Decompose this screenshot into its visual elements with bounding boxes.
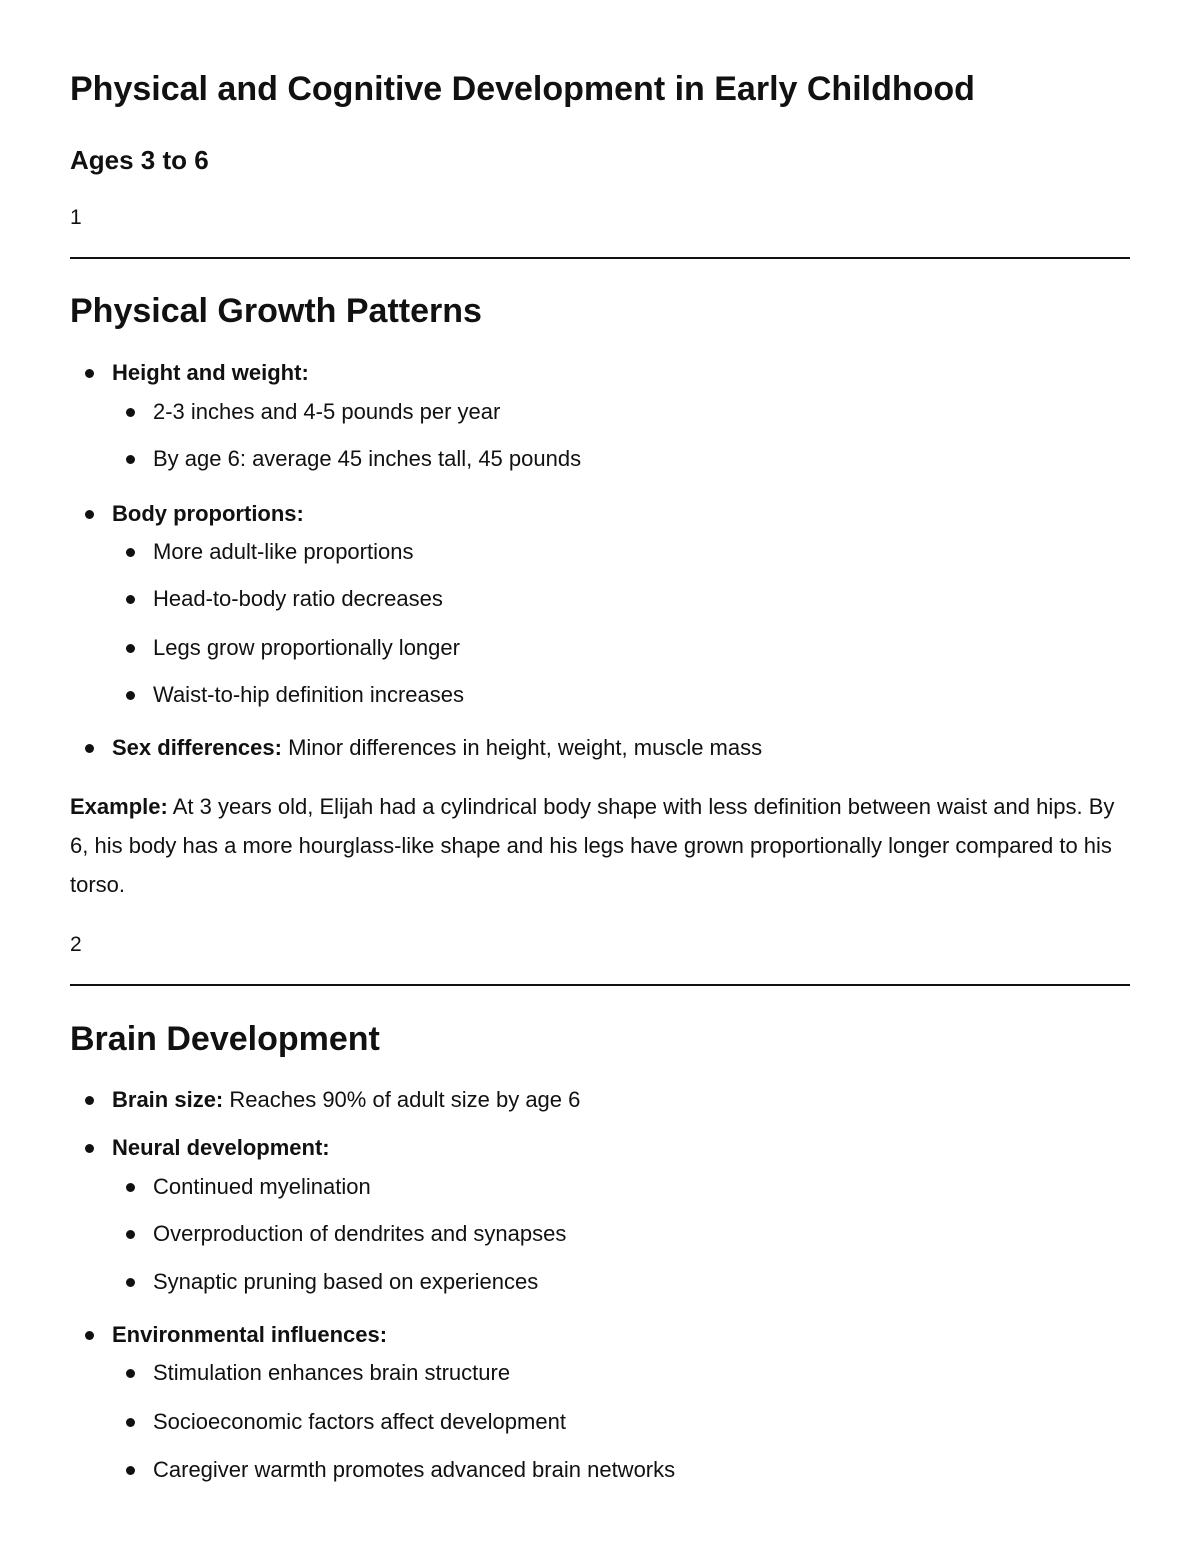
section-divider: [70, 257, 1130, 259]
bullet-icon: [126, 1230, 135, 1239]
bullet-icon: [126, 455, 135, 464]
bullet-icon: [126, 691, 135, 700]
list-item-text: Head-to-body ratio decreases: [153, 586, 443, 611]
list-item: [112, 1135, 330, 1161]
bullet-icon: [126, 1278, 135, 1287]
list-item: [153, 682, 464, 708]
list-item: [112, 1322, 387, 1348]
example-paragraph: [70, 787, 1130, 904]
bullet-icon: [126, 1418, 135, 1427]
list-item-label: Body proportions:: [112, 501, 304, 526]
document-subtitle: Ages 3 to 6: [70, 145, 209, 175]
document-title: Physical and Cognitive Development in Early Childhood: [70, 70, 975, 108]
list-item: [153, 1174, 371, 1200]
bullet-icon: [126, 548, 135, 557]
bullet-icon: [126, 644, 135, 653]
list-item-text: Minor differences in height, weight, muscle mass: [281, 735, 763, 760]
example-text: At 3 years old, Elijah had a cylindrical body shape with less definition between waist and hips. By 6, his body has a more hourglass-like shape and his legs have grown proportionally longer compared to his torso.: [70, 794, 1115, 897]
bullet-icon: [85, 1144, 94, 1153]
list-item-text: More adult-like proportions: [153, 539, 414, 564]
list-item: [153, 1221, 566, 1247]
list-item: [112, 735, 762, 761]
list-item: [153, 1409, 566, 1435]
list-item: [153, 1457, 675, 1483]
section-divider: [70, 984, 1130, 986]
section-heading-brain-development: Brain Development: [70, 1020, 380, 1058]
list-item-label: Environmental influences:: [112, 1322, 388, 1347]
list-item: [153, 399, 500, 425]
list-item-text: Reaches 90% of adult size by age 6: [223, 1087, 581, 1112]
list-item-label: Sex differences:: [112, 735, 282, 760]
example-label: Example:: [70, 794, 168, 819]
bullet-icon: [126, 1466, 135, 1475]
list-item-label: Height and weight:: [112, 360, 309, 385]
bullet-icon: [126, 595, 135, 604]
list-item-text: Legs grow proportionally longer: [153, 635, 460, 660]
list-item-text: Overproduction of dendrites and synapses: [153, 1221, 567, 1246]
bullet-icon: [85, 510, 94, 519]
slide-number: 2: [70, 933, 82, 956]
bullet-icon: [126, 1183, 135, 1192]
list-item-text: Continued myelination: [153, 1174, 371, 1199]
bullet-icon: [126, 1369, 135, 1378]
list-item: [153, 1269, 538, 1295]
list-item: [112, 1087, 580, 1113]
list-item-text: Synaptic pruning based on experiences: [153, 1269, 539, 1294]
list-item: [153, 586, 443, 612]
list-item-text: 2-3 inches and 4-5 pounds per year: [153, 399, 501, 424]
slide-number: 1: [70, 206, 82, 229]
bullet-icon: [126, 408, 135, 417]
list-item: [153, 446, 581, 472]
list-item-text: By age 6: average 45 inches tall, 45 pounds: [153, 446, 582, 471]
bullet-icon: [85, 1096, 94, 1105]
list-item-text: Waist-to-hip definition increases: [153, 682, 464, 707]
list-item: [153, 1360, 510, 1386]
list-item-text: Socioeconomic factors affect development: [153, 1409, 566, 1434]
bullet-icon: [85, 1331, 94, 1340]
list-item: [112, 501, 304, 527]
section-heading-physical-growth: Physical Growth Patterns: [70, 292, 482, 330]
bullet-icon: [85, 744, 94, 753]
list-item-text: Stimulation enhances brain structure: [153, 1360, 511, 1385]
list-item: [153, 635, 460, 661]
list-item-text: Caregiver warmth promotes advanced brain networks: [153, 1457, 676, 1482]
list-item-label: Brain size:: [112, 1087, 224, 1112]
list-item: [153, 539, 413, 565]
list-item: [112, 360, 309, 386]
bullet-icon: [85, 369, 94, 378]
list-item-label: Neural development:: [112, 1135, 330, 1160]
